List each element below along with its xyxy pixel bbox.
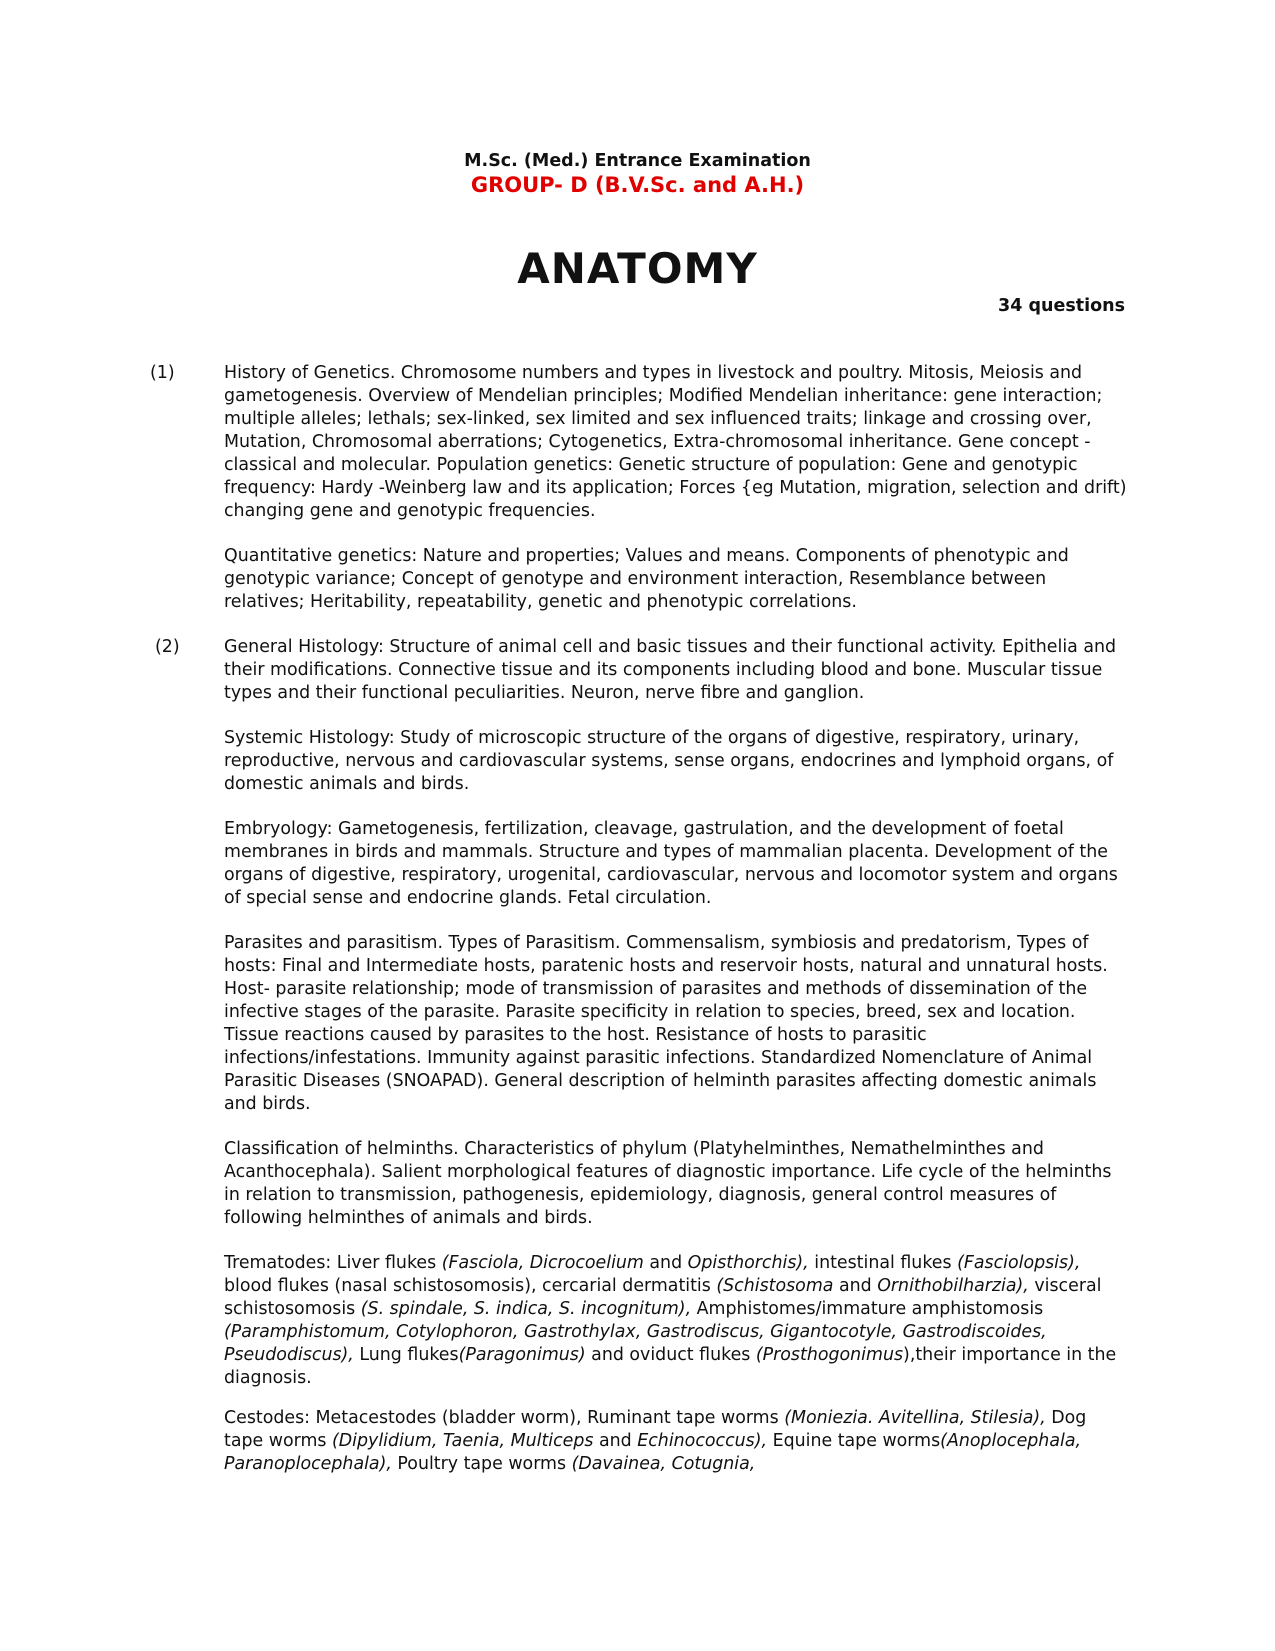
section-number: (1) xyxy=(150,363,175,383)
question-count: 34 questions xyxy=(998,296,1125,316)
syllabus-body xyxy=(0,362,1275,1476)
helminth-classification-paragraph: Classification of helminths. Characteristics of phylum (Platyhelminthes, Nemathelminthes and Acanthocephala). Salient morphological features of diagnostic importance. Life cycle of the helminths in relation to transmission, pathogenesis, epidemiology, diagnosis, general control measures of following helminthes of animals and birds. xyxy=(224,1139,1112,1228)
section-1 xyxy=(0,362,1275,614)
genetics-paragraph: History of Genetics. Chromosome numbers and types in livestock and poultry. Mitosis, Meiosis and gametogenesis. Overview of Mendelian principles; Modified Mendelian inheritance: gene interaction; multiple alleles; lethals; sex-linked, sex limited and sex influenced traits; linkage and crossing over, Mutation, Chromosomal aberrations; Cytogenetics, Extra-chromosomal inheritance. Gene concept -classical and molecular. Population genetics: Genetic structure of population: Gene and genotypic frequency: Hardy -Weinberg law and its application; Forces {eg Mutation, migration, selection and drift) changing gene and genotypic frequencies. xyxy=(224,363,1127,521)
subject-title: ANATOMY xyxy=(517,244,758,293)
group-title: GROUP- D (B.V.Sc. and A.H.) xyxy=(470,173,805,197)
parasitism-paragraph: Parasites and parasitism. Types of Parasitism. Commensalism, symbiosis and predatorism, Types of hosts: Final and Intermediate hosts, paratenic hosts and reservoir hosts, natural and unnatural hosts. Host- parasite relationship; mode of transmission of parasites and methods of dissemination of the infective stages of the parasite. Parasite specificity in relation to species, breed, sex and location. Tissue reactions caused by parasites to the host. Resistance of hosts to parasitic infections/infestations. Immunity against parasitic infections. Standardized Nomenclature of Animal Parasitic Diseases (SNOAPAD). General description of helminth parasites affecting domestic animals and birds. xyxy=(224,933,1108,1114)
trematodes-paragraph: Trematodes: Liver flukes (Fasciola, Dicrocoelium and Opisthorchis), intestinal flukes (Fasciolopsis), blood flukes (nasal schistosomosis), cercarial dermatitis (Schistosoma and Ornithobilharzia), visceral schistosomosis (S. spindale, S. indica, S. incognitum), Amphistomes/immature amphistomosis (Paramphistomum, Cotylophoron, Gastrothylax, Gastrodiscus, Gigantocotyle, Gastrodiscoides, Pseudodiscus), Lung flukes(Paragonimus) and oviduct flukes (Prosthogonimus),their importance in the diagnosis. xyxy=(224,1253,1117,1388)
embryology-paragraph: Embryology: Gametogenesis, fertilization, cleavage, gastrulation, and the development of foetal membranes in birds and mammals. Structure and types of mammalian placenta. Development of the organs of digestive, respiratory, urogenital, cardiovascular, nervous and locomotor system and organs of special sense and endocrine glands. Fetal circulation. xyxy=(224,819,1118,908)
systemic-histology-paragraph: Systemic Histology: Study of microscopic structure of the organs of digestive, respiratory, urinary, reproductive, nervous and cardiovascular systems, sense organs, endocrines and lymphoid organs, of domestic animals and birds. xyxy=(224,728,1114,794)
general-histology-paragraph: General Histology: Structure of animal cell and basic tissues and their functional activity. Epithelia and their modifications. Connective tissue and its components including blood and bone. Muscular tissue types and their functional peculiarities. Neuron, nerve fibre and ganglion. xyxy=(224,637,1117,703)
section-2 xyxy=(0,636,1275,1476)
section-number: (2) xyxy=(155,637,180,657)
exam-title: M.Sc. (Med.) Entrance Examination xyxy=(464,151,811,171)
document-header xyxy=(0,150,1275,198)
quantitative-genetics-paragraph: Quantitative genetics: Nature and properties; Values and means. Components of phenotypic and genotypic variance; Concept of genotype and environment interaction, Resemblance between relatives; Heritability, repeatability, genetic and phenotypic correlations. xyxy=(224,546,1069,612)
cestodes-paragraph: Cestodes: Metacestodes (bladder worm), Ruminant tape worms (Moniezia. Avitellina, Stilesia), Dog tape worms (Dipylidium, Taenia, Multiceps and Echinococcus), Equine tape worms(Anoplocephala, Paranoplocephala), Poultry tape worms (Davainea, Cotugnia, xyxy=(224,1408,1087,1475)
